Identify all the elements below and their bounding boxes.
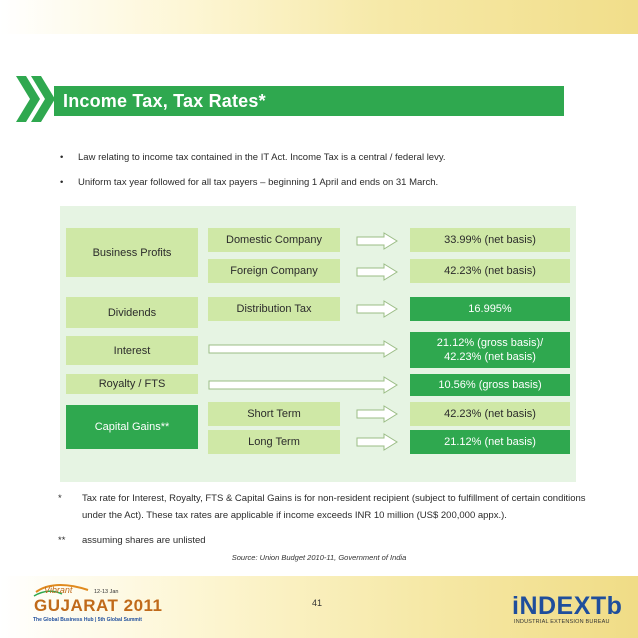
bullet-item [60,177,600,188]
gujarat-wordmark: GUJARAT 2011 [34,596,163,615]
arrow-right-icon [356,433,398,451]
royalty-label: Royalty / FTS [66,374,198,394]
footnote-2 [58,532,598,549]
arrow-right-icon [356,263,398,281]
footnote-text: assuming shares are unlisted [82,535,206,546]
business-profits-label: Business Profits [66,228,198,277]
chevron-arrows-icon [16,76,56,122]
bullet-text: Uniform tax year followed for all tax payers – beginning 1 April and ends on 31 March. [78,177,439,188]
source-note: Source: Union Budget 2010-11, Government of India [231,553,407,562]
long-term-rate: 21.12% (net basis) [410,430,570,454]
vibrant-script-text: Vibrant [44,585,73,595]
short-term-label: Short Term [208,402,340,426]
foreign-rate: 42.23% (net basis) [410,259,570,283]
interest-rate-line2: 42.23% (net basis) [444,351,536,363]
indextb-subtitle: INDUSTRIAL EXTENSION BUREAU [514,619,610,625]
dividends-label: Dividends [66,297,198,328]
summit-tagline: The Global Business Hub | 5th Global Summit [33,617,142,623]
domestic-company-label: Domestic Company [208,228,340,252]
tax-rates-panel [60,206,576,482]
interest-label: Interest [66,336,198,365]
long-term-label: Long Term [208,430,340,454]
short-term-rate: 42.23% (net basis) [410,402,570,426]
page-number: 41 [312,598,323,608]
arrow-right-icon [356,405,398,423]
footnote-text: Tax rate for Interest, Royalty, FTS & Capital Gains is for non-resident recipient (subject to fulfillment of certain conditions under the Act). These tax rates are applicable if income exceeds INR 10 million (US$ 200,000 appx.). [82,493,586,521]
footnote-mark: * [58,493,62,504]
long-arrow-right-icon [208,340,398,358]
royalty-rate: 10.56% (gross basis) [410,374,570,396]
arrow-right-icon [356,232,398,250]
domestic-rate: 33.99% (net basis) [410,228,570,252]
bullet-text: Law relating to income tax contained in the IT Act. Income Tax is a central / federal levy. [78,152,446,163]
interest-rate [410,332,570,368]
title-bar [54,86,564,116]
bullet-dot-icon: • [60,177,64,188]
footnote-1 [58,490,598,524]
top-band [0,0,638,34]
summit-date: 12-13 Jan [94,589,119,595]
indextb-logo: iNDEXTb [512,592,623,620]
bullet-list [60,152,600,202]
foreign-company-label: Foreign Company [208,259,340,283]
dividends-rate: 16.995% [410,297,570,321]
footnotes [58,490,598,549]
interest-rate-line1: 21.12% (gross basis)/ [436,337,544,349]
arrow-right-icon [356,300,398,318]
bullet-dot-icon: • [60,152,64,163]
capital-gains-label: Capital Gains** [66,405,198,449]
bullet-item [60,152,600,163]
page-title: Income Tax, Tax Rates* [63,90,266,111]
footnote-mark: ** [58,535,66,546]
distribution-tax-label: Distribution Tax [208,297,340,321]
long-arrow-right-icon [208,376,398,394]
